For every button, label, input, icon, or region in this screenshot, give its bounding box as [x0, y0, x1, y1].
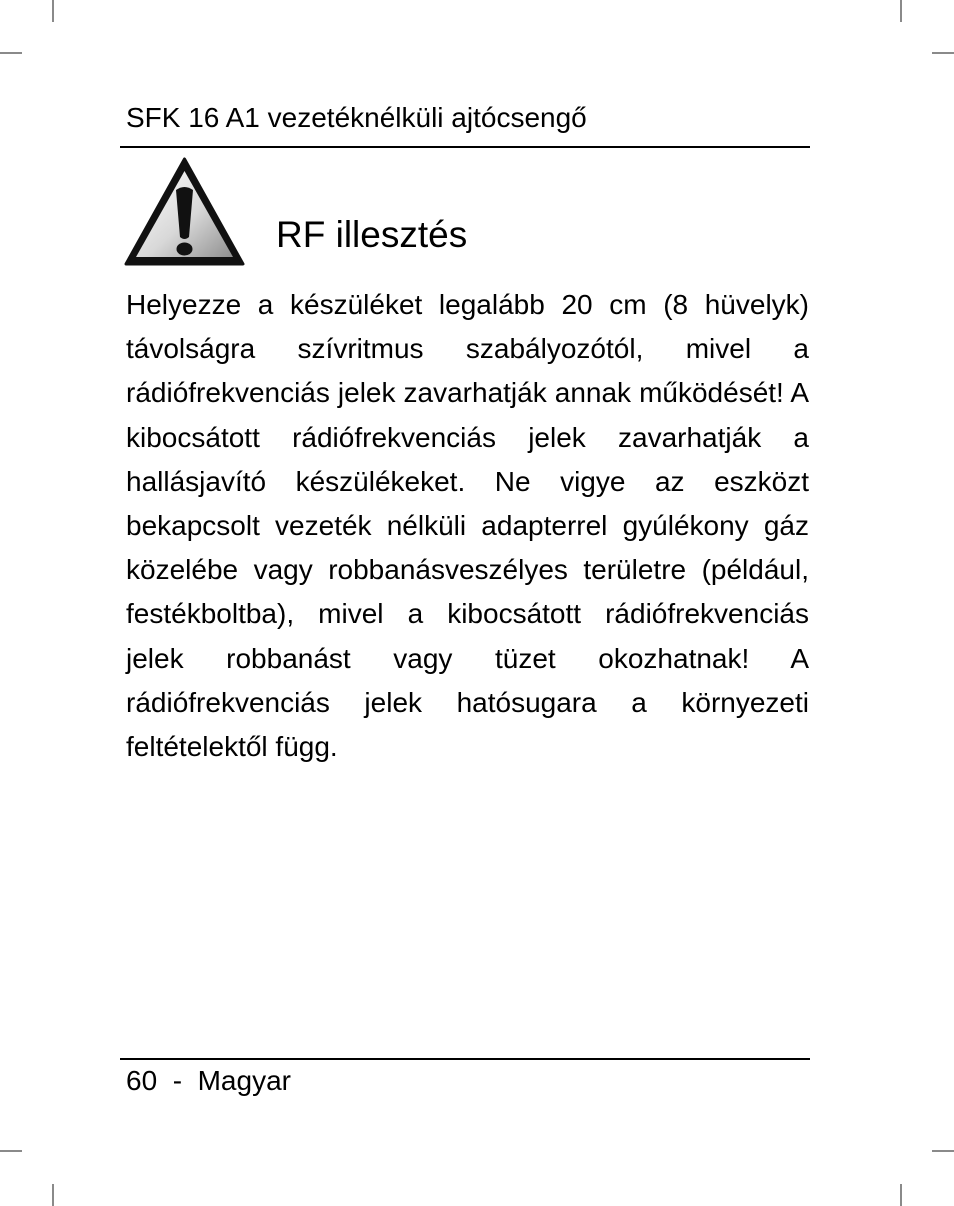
- crop-mark-bottom-left: [52, 1184, 54, 1206]
- section-title: RF illesztés: [276, 214, 468, 255]
- page-number: 60: [126, 1065, 158, 1096]
- footer-language: Magyar: [197, 1065, 291, 1096]
- header-divider: [120, 146, 810, 148]
- crop-mark-bottom-right-h: [932, 1150, 954, 1152]
- crop-mark-top-right: [900, 0, 902, 22]
- crop-mark-top-right-h: [932, 52, 954, 54]
- crop-mark-top-left: [52, 0, 54, 22]
- body-paragraph: Helyezze a készüléket legalább 20 cm (8 hüvelyk) távolságra szívritmus szabályozótól, mivel a rádiófrekvenciás jelek zavarhatják annak működését! A kibocsátott rádiófrekvenciás jelek zavarhatják a hallásjavító készülékeket. Ne vigye az eszközt bekapcsolt vezeték nélküli adapterrel gyúlékony gáz közelébe vagy robbanásveszélyes területre (például, festékboltba), mivel a kibocsátott rádiófrekvenciás jelek robbanást vagy tüzet okozhatnak! A rádiófrekvenciás jelek hatósugara a környezeti feltételektől függ.: [126, 289, 809, 763]
- page-header-title: SFK 16 A1 vezetéknélküli ajtócsengő: [126, 102, 587, 133]
- page-footer: [126, 1063, 291, 1099]
- crop-mark-bottom-left-h: [0, 1150, 22, 1152]
- footer-divider: [120, 1058, 810, 1060]
- footer-separator: -: [172, 1065, 183, 1096]
- warning-triangle-icon: [124, 157, 245, 267]
- crop-mark-bottom-right: [900, 1184, 902, 1206]
- crop-mark-top-left-h: [0, 52, 22, 54]
